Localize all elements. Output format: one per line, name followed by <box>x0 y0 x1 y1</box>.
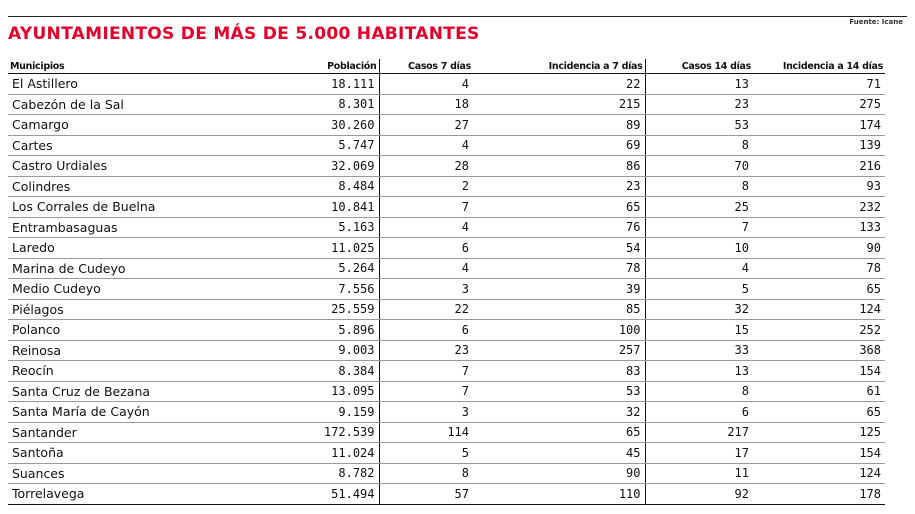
casos-14-cell: 8 <box>645 135 753 156</box>
casos-7-cell: 2 <box>379 176 473 197</box>
incidencia-14-cell: 65 <box>753 402 885 423</box>
municipio-cell: Cartes <box>8 135 211 156</box>
incidencia-14-cell: 368 <box>753 340 885 361</box>
table-row <box>8 279 885 300</box>
casos-14-cell: 6 <box>645 402 753 423</box>
casos-7-cell: 8 <box>379 463 473 484</box>
casos-14-cell: 33 <box>645 340 753 361</box>
casos-7-cell: 22 <box>379 299 473 320</box>
incidencia-7-cell: 65 <box>473 197 645 218</box>
casos-14-cell: 53 <box>645 115 753 136</box>
poblacion-cell: 13.095 <box>211 381 379 402</box>
municipio-cell: Santa María de Cayón <box>8 402 211 423</box>
poblacion-cell: 5.896 <box>211 320 379 341</box>
casos-7-cell: 18 <box>379 94 473 115</box>
table-row <box>8 340 885 361</box>
municipio-cell: Piélagos <box>8 299 211 320</box>
table-body <box>8 74 885 505</box>
table-row <box>8 176 885 197</box>
incidencia-7-cell: 76 <box>473 217 645 238</box>
casos-7-cell: 5 <box>379 443 473 464</box>
poblacion-cell: 9.003 <box>211 340 379 361</box>
municipio-cell: El Astillero <box>8 74 211 95</box>
incidencia-14-cell: 174 <box>753 115 885 136</box>
casos-14-cell: 17 <box>645 443 753 464</box>
incidencia-14-cell: 124 <box>753 299 885 320</box>
incidencia-7-cell: 90 <box>473 463 645 484</box>
source-note: Fuente: Icane <box>849 18 903 26</box>
casos-7-cell: 27 <box>379 115 473 136</box>
poblacion-cell: 18.111 <box>211 74 379 95</box>
casos-7-cell: 57 <box>379 484 473 505</box>
incidencia-7-cell: 86 <box>473 156 645 177</box>
incidencia-7-cell: 100 <box>473 320 645 341</box>
table-row <box>8 320 885 341</box>
incidencia-14-cell: 65 <box>753 279 885 300</box>
poblacion-cell: 25.559 <box>211 299 379 320</box>
poblacion-cell: 8.301 <box>211 94 379 115</box>
table-row <box>8 258 885 279</box>
incidencia-14-cell: 154 <box>753 361 885 382</box>
incidencia-14-cell: 252 <box>753 320 885 341</box>
casos-14-cell: 4 <box>645 258 753 279</box>
casos-7-cell: 23 <box>379 340 473 361</box>
table-row <box>8 197 885 218</box>
incidencia-7-cell: 32 <box>473 402 645 423</box>
casos-14-cell: 11 <box>645 463 753 484</box>
table-row <box>8 463 885 484</box>
municipio-cell: Entrambasaguas <box>8 217 211 238</box>
table-row <box>8 299 885 320</box>
header-poblacion: Población <box>211 59 379 74</box>
casos-7-cell: 7 <box>379 381 473 402</box>
municipio-cell: Santa Cruz de Bezana <box>8 381 211 402</box>
casos-7-cell: 7 <box>379 361 473 382</box>
casos-14-cell: 15 <box>645 320 753 341</box>
municipio-cell: Laredo <box>8 238 211 259</box>
municipio-cell: Reinosa <box>8 340 211 361</box>
incidencia-7-cell: 89 <box>473 115 645 136</box>
municipio-cell: Torrelavega <box>8 484 211 505</box>
table-row <box>8 74 885 95</box>
incidencia-14-cell: 61 <box>753 381 885 402</box>
incidencia-14-cell: 93 <box>753 176 885 197</box>
table-row <box>8 443 885 464</box>
table-row <box>8 115 885 136</box>
header-incidencia-7: Incidencia a 7 días <box>473 59 645 74</box>
poblacion-cell: 51.494 <box>211 484 379 505</box>
incidencia-7-cell: 257 <box>473 340 645 361</box>
incidencia-7-cell: 69 <box>473 135 645 156</box>
poblacion-cell: 5.747 <box>211 135 379 156</box>
municipio-cell: Castro Urdiales <box>8 156 211 177</box>
incidencia-7-cell: 39 <box>473 279 645 300</box>
municipio-cell: Suances <box>8 463 211 484</box>
incidencia-7-cell: 78 <box>473 258 645 279</box>
municipio-cell: Polanco <box>8 320 211 341</box>
incidencia-14-cell: 275 <box>753 94 885 115</box>
casos-14-cell: 13 <box>645 361 753 382</box>
municipio-cell: Marina de Cudeyo <box>8 258 211 279</box>
incidencia-7-cell: 83 <box>473 361 645 382</box>
casos-7-cell: 7 <box>379 197 473 218</box>
poblacion-cell: 172.539 <box>211 422 379 443</box>
municipio-cell: Colindres <box>8 176 211 197</box>
incidencia-7-cell: 54 <box>473 238 645 259</box>
page-title: AYUNTAMIENTOS DE MÁS DE 5.000 HABITANTES <box>8 24 480 44</box>
casos-14-cell: 7 <box>645 217 753 238</box>
table-row <box>8 361 885 382</box>
incidencia-14-cell: 216 <box>753 156 885 177</box>
incidencia-7-cell: 85 <box>473 299 645 320</box>
incidencia-7-cell: 215 <box>473 94 645 115</box>
municipio-cell: Cabezón de la Sal <box>8 94 211 115</box>
casos-7-cell: 6 <box>379 238 473 259</box>
poblacion-cell: 8.484 <box>211 176 379 197</box>
table-row <box>8 402 885 423</box>
poblacion-cell: 11.025 <box>211 238 379 259</box>
incidencia-14-cell: 78 <box>753 258 885 279</box>
incidencia-7-cell: 65 <box>473 422 645 443</box>
incidencia-14-cell: 133 <box>753 217 885 238</box>
poblacion-cell: 32.069 <box>211 156 379 177</box>
top-rule <box>8 16 907 17</box>
casos-14-cell: 23 <box>645 94 753 115</box>
table-row <box>8 156 885 177</box>
casos-7-cell: 6 <box>379 320 473 341</box>
incidencia-14-cell: 232 <box>753 197 885 218</box>
incidencia-14-cell: 71 <box>753 74 885 95</box>
table-header <box>8 59 885 74</box>
table-row <box>8 422 885 443</box>
casos-14-cell: 25 <box>645 197 753 218</box>
header-casos-7: Casos 7 días <box>379 59 473 74</box>
incidencia-7-cell: 53 <box>473 381 645 402</box>
casos-7-cell: 3 <box>379 279 473 300</box>
casos-14-cell: 92 <box>645 484 753 505</box>
municipalities-table <box>8 59 885 505</box>
casos-7-cell: 4 <box>379 74 473 95</box>
municipio-cell: Reocín <box>8 361 211 382</box>
poblacion-cell: 5.264 <box>211 258 379 279</box>
incidencia-14-cell: 178 <box>753 484 885 505</box>
incidencia-7-cell: 22 <box>473 74 645 95</box>
poblacion-cell: 10.841 <box>211 197 379 218</box>
poblacion-cell: 30.260 <box>211 115 379 136</box>
casos-7-cell: 3 <box>379 402 473 423</box>
casos-14-cell: 8 <box>645 176 753 197</box>
casos-7-cell: 28 <box>379 156 473 177</box>
municipio-cell: Santander <box>8 422 211 443</box>
table-row <box>8 238 885 259</box>
municipio-cell: Santoña <box>8 443 211 464</box>
table-row <box>8 217 885 238</box>
casos-14-cell: 13 <box>645 74 753 95</box>
municipio-cell: Camargo <box>8 115 211 136</box>
header-casos-14: Casos 14 días <box>645 59 753 74</box>
incidencia-14-cell: 154 <box>753 443 885 464</box>
casos-14-cell: 217 <box>645 422 753 443</box>
incidencia-14-cell: 124 <box>753 463 885 484</box>
casos-7-cell: 4 <box>379 135 473 156</box>
municipio-cell: Medio Cudeyo <box>8 279 211 300</box>
casos-7-cell: 4 <box>379 217 473 238</box>
casos-14-cell: 70 <box>645 156 753 177</box>
casos-14-cell: 5 <box>645 279 753 300</box>
table-row <box>8 94 885 115</box>
poblacion-cell: 5.163 <box>211 217 379 238</box>
incidencia-14-cell: 125 <box>753 422 885 443</box>
casos-14-cell: 32 <box>645 299 753 320</box>
incidencia-7-cell: 23 <box>473 176 645 197</box>
incidencia-14-cell: 90 <box>753 238 885 259</box>
table-row <box>8 135 885 156</box>
casos-7-cell: 114 <box>379 422 473 443</box>
incidencia-7-cell: 45 <box>473 443 645 464</box>
header-incidencia-14: Incidencia a 14 días <box>753 59 885 74</box>
poblacion-cell: 9.159 <box>211 402 379 423</box>
poblacion-cell: 11.024 <box>211 443 379 464</box>
poblacion-cell: 8.384 <box>211 361 379 382</box>
municipio-cell: Los Corrales de Buelna <box>8 197 211 218</box>
header-municipios: Municipios <box>8 59 211 74</box>
casos-7-cell: 4 <box>379 258 473 279</box>
casos-14-cell: 10 <box>645 238 753 259</box>
casos-14-cell: 8 <box>645 381 753 402</box>
table-row <box>8 484 885 505</box>
incidencia-7-cell: 110 <box>473 484 645 505</box>
table-row <box>8 381 885 402</box>
header-row <box>8 59 885 74</box>
incidencia-14-cell: 139 <box>753 135 885 156</box>
poblacion-cell: 8.782 <box>211 463 379 484</box>
poblacion-cell: 7.556 <box>211 279 379 300</box>
